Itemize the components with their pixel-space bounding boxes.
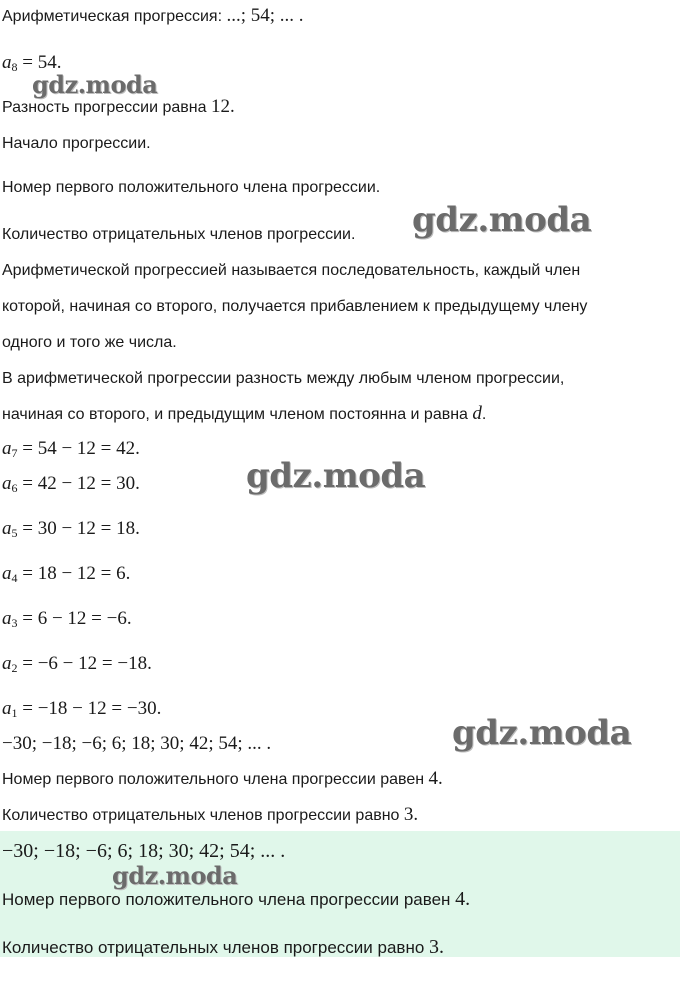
goal-negative-count: Количество отрицательных членов прогрессии. — [2, 226, 356, 243]
watermark-logo: gdz.moda — [412, 200, 592, 240]
watermark-logo: gdz.moda — [32, 70, 158, 99]
answer-sequence: −30; −18; −6; 6; 18; 30; 42; 54; ... . — [2, 840, 286, 862]
definition-line-2: которой, начиная со второго, получается прибавлением к предыдущему члену — [2, 298, 588, 315]
answer-first-positive: Номер первого положительного члена прогрессии равен 4. — [2, 888, 471, 910]
step-a5: $a_5 = 30 - 12 = 18$. — [2, 518, 140, 540]
step-a6: $a_6 = 42 - 12 = 30$. — [2, 473, 140, 495]
step-a3: $a_3 = 6 - 12 = -6$. — [2, 608, 132, 630]
step-a7: $a_7 = 54 - 12 = 42$. — [2, 438, 140, 460]
goal-first-positive: Номер первого положительного члена прогрессии. — [2, 179, 381, 196]
property-line-1: В арифметической прогрессии разность между любым членом прогрессии, — [2, 370, 565, 387]
property-line-2: начиная со второго, и предыдущим членом постоянна и равна d. — [2, 403, 487, 424]
problem-statement: Арифметическая прогрессия: ...; 54; ... . — [2, 5, 304, 26]
result-first-positive: Номер первого положительного члена прогрессии равен 4. — [2, 768, 443, 789]
step-a4: $a_4 = 18 - 12 = 6$. — [2, 563, 131, 585]
answer-negative-count: Количество отрицательных членов прогрессии равно 3. — [2, 936, 445, 958]
definition-line-3: одного и того же числа. — [2, 334, 177, 351]
goal-start: Начало прогрессии. — [2, 135, 151, 152]
step-a2: $a_2 = -6 - 12 = -18$. — [2, 653, 152, 675]
result-negative-count: Количество отрицательных членов прогрессии равно 3. — [2, 804, 419, 825]
watermark-logo: gdz.moda — [452, 713, 632, 753]
step-a1: $a_1 = -18 - 12 = -30$. — [2, 698, 162, 720]
sequence: −30; −18; −6; 6; 18; 30; 42; 54; ... . — [2, 733, 272, 754]
watermark-logo: gdz.moda — [246, 456, 426, 496]
given-term: $a_8 = 54$. — [2, 52, 62, 74]
watermark-logo: gdz.moda — [112, 861, 238, 890]
definition-line-1: Арифметической прогрессией называется последовательность, каждый член — [2, 262, 581, 279]
difference-line: Разность прогрессии равна 12. — [2, 96, 235, 117]
